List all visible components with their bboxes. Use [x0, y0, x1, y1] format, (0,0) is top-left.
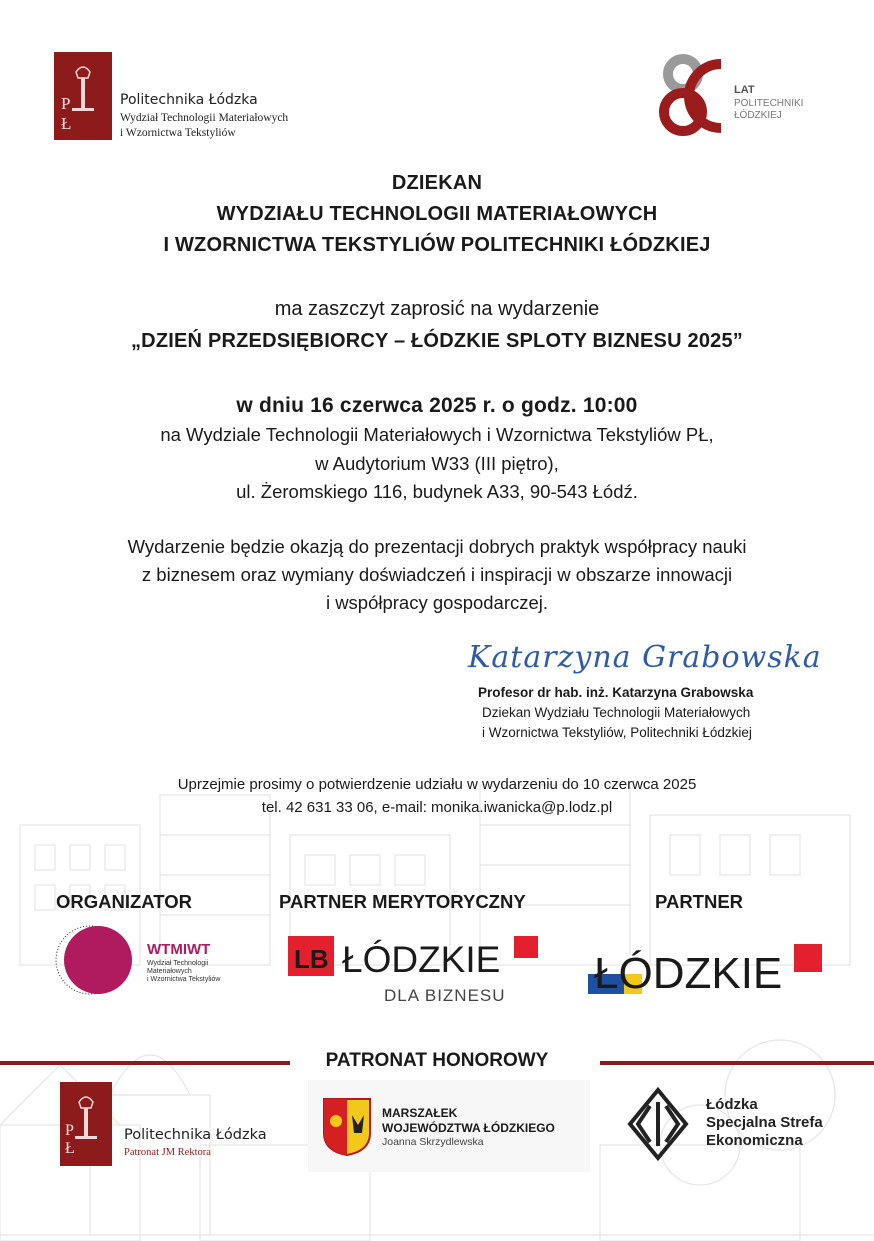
event-date: w dniu 16 czerwca 2025 r. o godz. 10:00 — [236, 394, 638, 417]
wtmiwt-sub3: i Wzornictwa Tekstyliów — [147, 976, 221, 983]
crest-letters-small: P Ł — [65, 1122, 87, 1157]
lb-mark: LB — [294, 944, 329, 974]
anniversary-80-logo — [655, 52, 745, 138]
venue-line2: w Audytorium W33 (III piętro), — [315, 453, 559, 474]
marshal-line3: Joanna Skrzydlewska — [382, 1136, 484, 1148]
lsse-line3: Ekonomiczna — [706, 1132, 803, 1149]
signatory-role-line1: Dziekan Wydziału Technologii Materiałowych — [482, 705, 751, 720]
lodzkie-region-logo — [588, 930, 824, 996]
invitation-intro: ma zaszczyt zaprosić na wydarzenie — [274, 298, 600, 320]
description-line1: Wydarzenie będzie okazją do prezentacji dobrych praktyk współpracy nauki — [127, 536, 747, 557]
university-name: Politechnika Łódzka — [120, 92, 258, 108]
venue-line3: ul. Żeromskiego 116, budynek A33, 90-543 Łódź. — [236, 481, 638, 502]
lodzkie-dla-biznesu-sub: DLA BIZNESU — [384, 986, 506, 1005]
patron-university-name: Politechnika Łódzka — [124, 1127, 267, 1143]
lsse-line1: Łódzka — [706, 1096, 758, 1113]
anniversary-line3: ŁÓDZKIEJ — [734, 110, 782, 121]
lsse-line2: Specjalna Strefa — [706, 1114, 823, 1131]
wtmiwt-sub2: Materiałowych — [147, 968, 192, 975]
signatory-name: Profesor dr hab. inż. Katarzyna Grabowska — [478, 685, 754, 700]
department-name-line1: Wydział Technologii Materiałowych — [120, 112, 289, 124]
lb-word: ŁÓDZKIE — [342, 939, 501, 980]
department-name-line2: i Wzornictwa Tekstyliów — [120, 127, 236, 139]
lodzkie-word: ŁÓDZKIE — [594, 949, 783, 996]
anniversary-line2: POLITECHNIKI — [734, 98, 804, 109]
wtmiwt-name: WTMIWT — [147, 941, 211, 958]
lsse-logo-icon — [626, 1086, 690, 1162]
title-line2: WYDZIAŁU TECHNOLOGII MATERIAŁOWYCH — [216, 203, 658, 225]
organizer-label: ORGANIZATOR — [56, 891, 193, 912]
description-line3: i współpracy gospodarczej. — [325, 592, 549, 613]
university-crest-logo — [54, 52, 112, 140]
university-crest-logo-small — [60, 1082, 112, 1166]
patron-university-sub: Patronat JM Rektora — [124, 1147, 211, 1158]
lodzkie-dla-biznesu-logo — [288, 930, 540, 982]
coat-of-arms-icon — [322, 1097, 372, 1157]
signatory-role-line2: i Wzornictwa Tekstyliów, Politechniki Łódzkiej — [482, 725, 752, 740]
patronage-label: PATRONAT HONOROWY — [325, 1050, 549, 1071]
crest-letters: P Ł — [61, 94, 86, 133]
title-line3: I WZORNICTWA TEKSTYLIÓW POLITECHNIKI ŁÓDZKIEJ — [163, 234, 711, 256]
handwritten-signature: Katarzyna Grabowska — [468, 640, 822, 675]
content-partner-label: PARTNER MERYTORYCZNY — [279, 891, 526, 912]
wtmiwt-circle-logo — [50, 924, 136, 996]
marshal-line1: MARSZAŁEK — [382, 1106, 458, 1120]
rsvp-line2: tel. 42 631 33 06, e-mail: monika.iwanicka@p.lodz.pl — [261, 799, 613, 816]
description-line2: z biznesem oraz wymiany doświadczeń i inspiracji w obszarze innowacji — [141, 564, 733, 585]
venue-line1: na Wydziale Technologii Materiałowych i Wzornictwa Tekstyliów PŁ, — [160, 424, 714, 445]
marshal-line2: WOJEWÓDZTWA ŁÓDZKIEGO — [382, 1121, 555, 1135]
anniversary-number: 80 — [683, 116, 685, 117]
event-name: „DZIEŃ PRZEDSIĘBIORCY – ŁÓDZKIE SPLOTY BIZNESU 2025” — [130, 330, 743, 352]
wtmiwt-sub1: Wydział Technologii — [147, 960, 209, 967]
partner-label: PARTNER — [655, 891, 744, 912]
title-line1: DZIEKAN — [391, 172, 483, 194]
anniversary-lat: LAT — [734, 84, 755, 96]
rsvp-line1: Uprzejmie prosimy o potwierdzenie udziału w wydarzeniu do 10 czerwca 2025 — [177, 776, 697, 793]
